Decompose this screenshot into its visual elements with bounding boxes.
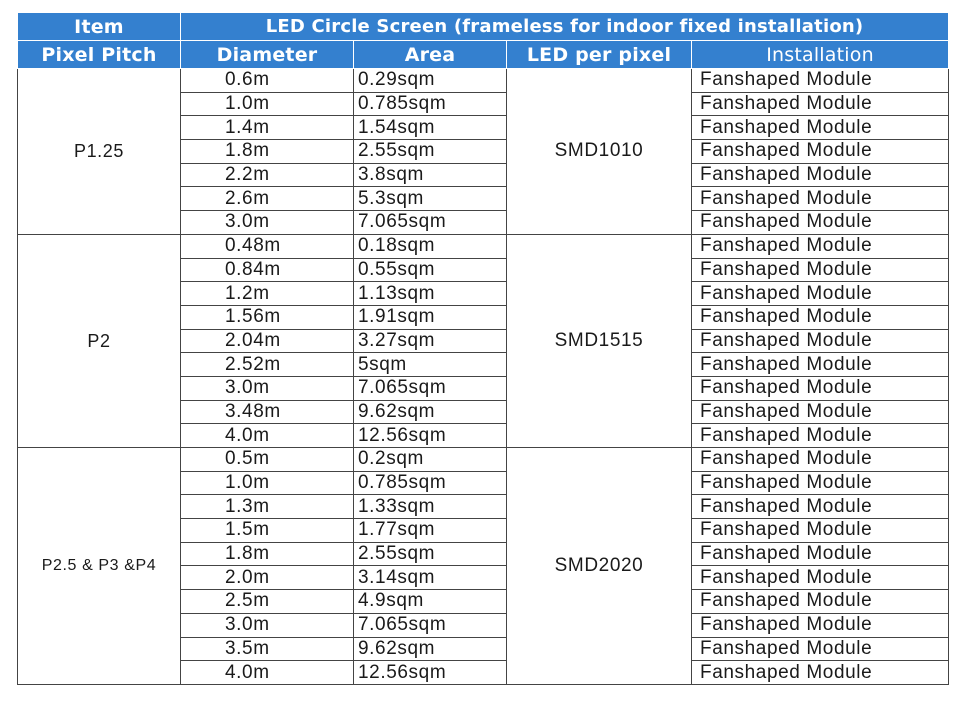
area-cell: 5sqm [354, 353, 507, 377]
area-cell: 0.29sqm [354, 69, 507, 93]
diameter-header: Diameter [181, 41, 354, 69]
header-row-2 [18, 41, 949, 69]
installation-cell: Fanshaped Module [692, 613, 949, 637]
diameter-cell: 2.5m [181, 590, 354, 614]
diameter-cell: 3.0m [181, 613, 354, 637]
installation-cell: Fanshaped Module [692, 542, 949, 566]
diameter-cell: 2.6m [181, 187, 354, 211]
led-per-pixel-cell: SMD1515 [507, 234, 692, 447]
installation-cell: Fanshaped Module [692, 92, 949, 116]
installation-cell: Fanshaped Module [692, 353, 949, 377]
pixel-pitch-cell: P1.25 [18, 69, 181, 235]
pixel-pitch-header: Pixel Pitch [18, 41, 181, 69]
diameter-cell: 0.5m [181, 448, 354, 472]
area-cell: 0.785sqm [354, 92, 507, 116]
diameter-cell: 1.8m [181, 140, 354, 164]
installation-cell: Fanshaped Module [692, 637, 949, 661]
diameter-cell: 4.0m [181, 661, 354, 685]
table-row [18, 448, 949, 472]
diameter-cell: 3.48m [181, 400, 354, 424]
installation-cell: Fanshaped Module [692, 329, 949, 353]
installation-cell: Fanshaped Module [692, 305, 949, 329]
area-cell: 9.62sqm [354, 400, 507, 424]
installation-cell: Fanshaped Module [692, 187, 949, 211]
table-body [18, 69, 949, 685]
installation-cell: Fanshaped Module [692, 211, 949, 235]
area-cell: 3.8sqm [354, 163, 507, 187]
installation-cell: Fanshaped Module [692, 234, 949, 258]
diameter-cell: 0.84m [181, 258, 354, 282]
installation-cell: Fanshaped Module [692, 116, 949, 140]
table-header [18, 13, 949, 69]
installation-cell: Fanshaped Module [692, 661, 949, 685]
diameter-cell: 1.4m [181, 116, 354, 140]
diameter-cell: 1.56m [181, 305, 354, 329]
area-cell: 12.56sqm [354, 424, 507, 448]
area-cell: 2.55sqm [354, 140, 507, 164]
diameter-cell: 3.0m [181, 211, 354, 235]
diameter-cell: 1.8m [181, 542, 354, 566]
area-cell: 1.33sqm [354, 495, 507, 519]
diameter-cell: 1.2m [181, 282, 354, 306]
area-header: Area [354, 41, 507, 69]
area-cell: 3.27sqm [354, 329, 507, 353]
area-cell: 3.14sqm [354, 566, 507, 590]
area-cell: 0.55sqm [354, 258, 507, 282]
diameter-cell: 0.48m [181, 234, 354, 258]
diameter-cell: 3.0m [181, 376, 354, 400]
area-cell: 0.2sqm [354, 448, 507, 472]
led-per-pixel-header: LED per pixel [507, 41, 692, 69]
diameter-cell: 4.0m [181, 424, 354, 448]
area-cell: 1.54sqm [354, 116, 507, 140]
installation-cell: Fanshaped Module [692, 424, 949, 448]
area-cell: 12.56sqm [354, 661, 507, 685]
area-cell: 7.065sqm [354, 613, 507, 637]
area-cell: 1.13sqm [354, 282, 507, 306]
area-cell: 0.18sqm [354, 234, 507, 258]
led-per-pixel-cell: SMD2020 [507, 448, 692, 685]
area-cell: 1.77sqm [354, 519, 507, 543]
led-per-pixel-cell: SMD1010 [507, 69, 692, 235]
diameter-cell: 2.0m [181, 566, 354, 590]
area-cell: 7.065sqm [354, 211, 507, 235]
item-header: Item [18, 13, 181, 41]
area-cell: 9.62sqm [354, 637, 507, 661]
installation-cell: Fanshaped Module [692, 140, 949, 164]
installation-cell: Fanshaped Module [692, 566, 949, 590]
installation-cell: Fanshaped Module [692, 258, 949, 282]
installation-cell: Fanshaped Module [692, 590, 949, 614]
diameter-cell: 1.0m [181, 471, 354, 495]
pixel-pitch-cell: P2 [18, 234, 181, 447]
diameter-cell: 1.0m [181, 92, 354, 116]
area-cell: 7.065sqm [354, 376, 507, 400]
table-row [18, 69, 949, 93]
area-cell: 0.785sqm [354, 471, 507, 495]
installation-cell: Fanshaped Module [692, 495, 949, 519]
led-circle-screen-spec-table [17, 12, 949, 685]
table-row [18, 234, 949, 258]
header-row-1 [18, 13, 949, 41]
installation-cell: Fanshaped Module [692, 519, 949, 543]
area-cell: 2.55sqm [354, 542, 507, 566]
installation-header: Installation [692, 41, 949, 69]
installation-cell: Fanshaped Module [692, 282, 949, 306]
pixel-pitch-cell: P2.5 & P3 &P4 [18, 448, 181, 685]
area-cell: 4.9sqm [354, 590, 507, 614]
installation-cell: Fanshaped Module [692, 376, 949, 400]
diameter-cell: 1.5m [181, 519, 354, 543]
installation-cell: Fanshaped Module [692, 471, 949, 495]
installation-cell: Fanshaped Module [692, 448, 949, 472]
diameter-cell: 3.5m [181, 637, 354, 661]
diameter-cell: 2.04m [181, 329, 354, 353]
installation-cell: Fanshaped Module [692, 69, 949, 93]
area-cell: 1.91sqm [354, 305, 507, 329]
installation-cell: Fanshaped Module [692, 163, 949, 187]
diameter-cell: 0.6m [181, 69, 354, 93]
diameter-cell: 2.52m [181, 353, 354, 377]
area-cell: 5.3sqm [354, 187, 507, 211]
diameter-cell: 2.2m [181, 163, 354, 187]
installation-cell: Fanshaped Module [692, 400, 949, 424]
diameter-cell: 1.3m [181, 495, 354, 519]
table-title: LED Circle Screen (frameless for indoor fixed installation) [181, 13, 949, 41]
